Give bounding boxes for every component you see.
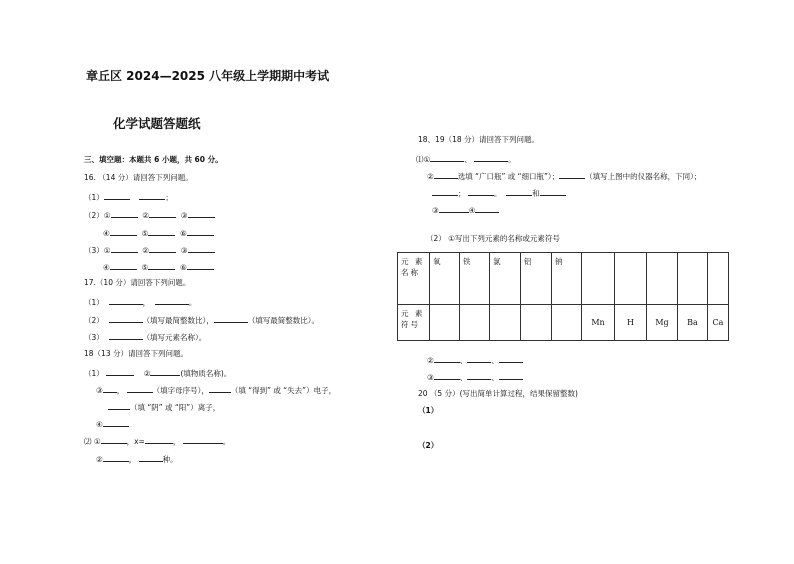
element-name-cell: 铁 [460,253,490,305]
row-head-symbol: 元 素 符号 [398,305,430,341]
q16-part3-row1: （3）① ② ③ [84,244,215,256]
q1819-heading: 18、19（18 分）请回答下列问题。 [418,135,540,144]
element-name-row [398,253,729,305]
element-symbol-row [398,305,729,341]
q1819-line4: ③ ④ [432,204,499,216]
element-name-cell [708,253,729,305]
element-symbol-cell: Ca [708,305,729,341]
element-symbol-cell [552,305,582,341]
row-head-name: 元 素 名称 [398,253,430,305]
q19-answer2: ② 、 、 [427,354,523,366]
q1819-line1: ⑴① 、 。 [416,155,516,164]
element-table [397,252,729,341]
element-symbol-cell [430,305,460,341]
q18-line2: ③ ， （填字母序号）， （填 “得到” 或 “失去”）电子， [96,386,337,395]
q19-part2-heading: （2） ①写出下列元素的名称或元素符号 [426,234,560,243]
q17-part3: （3） （填写元素名称）。 [84,333,207,342]
section-heading: 三、填空题：本题共 6 小题，共 60 分。 [84,155,223,164]
q20-part1: （1） [418,406,439,415]
q18-line5: ⑵ ① ，x= ， 。 [84,437,231,446]
element-symbol-cell: Mn [582,305,615,341]
q18-heading: 18（13 分）请回答下列问题。 [84,349,188,358]
sheet-subtitle: 化学试题答题纸 [113,116,201,131]
q16-part1: （1） ； [84,193,173,202]
q17-part2: （2） （填写最简整数比）， （填写最简整数比）。 [84,316,320,325]
q17-heading: 17.（10 分）请回答下列问题。 [84,278,191,287]
element-name-cell [678,253,708,305]
element-symbol-cell [521,305,552,341]
element-symbol-cell: Ba [678,305,708,341]
q18-line3: （填 “阴” 或 “阳”）离子， [108,401,220,413]
q16-part3-row2: ④ ⑤ ⑥ [103,261,214,273]
q20-heading: 20 （5 分）(写出简单计算过程，结果保留整数) [418,389,578,398]
element-symbol-cell [460,305,490,341]
q19-answer3: ③ 、 、 [427,371,523,383]
q1819-line2: ② 选填 “广口瓶” 或 “细口瓶”）； （填写上图中的仪器名称，下同）； [427,172,702,181]
q18-line6: ② ， 种。 [96,455,178,464]
exam-title: 章丘区 2024—2025 八年级上学期期中考试 [86,69,330,83]
q1819-line3: ； 。 和 [432,187,566,199]
element-name-cell: 铝 [521,253,552,305]
q16-part2-row1: （2）① ② ③ [84,209,215,221]
q16-part2-row2: ④ ⑤ ⑥ [103,227,214,239]
q16-heading: 16. （14 分）请回答下列问题。 [84,173,193,182]
q20-part2: （2） [418,441,439,450]
q18-line4: ④ [96,418,129,430]
q18-line1: （1） ② (填物质名称)。 [84,369,232,378]
element-symbol-cell [490,305,521,341]
element-name-cell [615,253,647,305]
q17-part1: （1） ， 。 [84,298,197,307]
element-name-cell [582,253,615,305]
element-name-cell: 氯 [490,253,521,305]
element-symbol-cell: H [615,305,647,341]
element-name-cell [647,253,678,305]
element-symbol-cell: Mg [647,305,678,341]
element-name-cell: 钠 [552,253,582,305]
element-name-cell: 氧 [430,253,460,305]
